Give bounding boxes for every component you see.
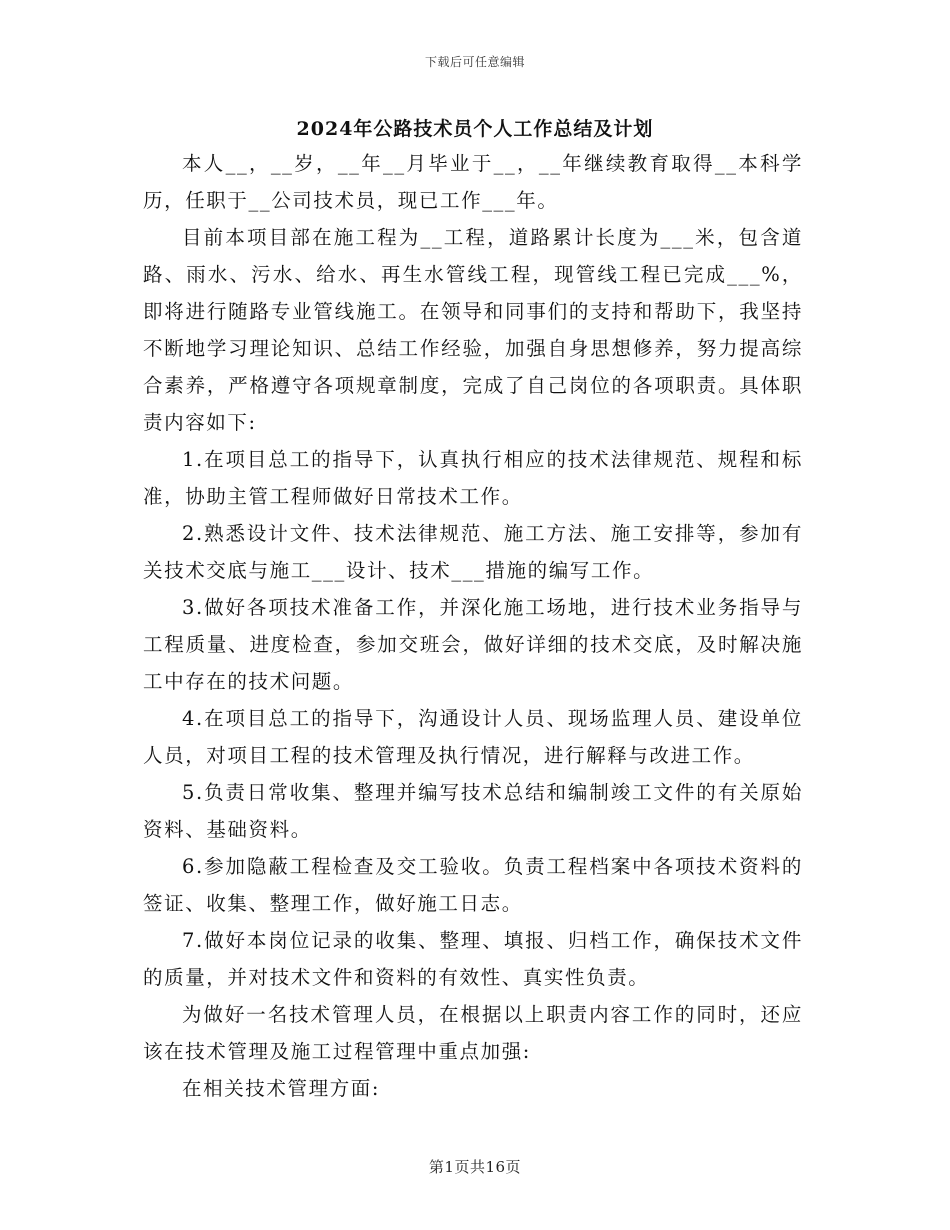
list-item: 6.参加隐蔽工程检查及交工验收。负责工程档案中各项技术资料的签证、收集、整理工作，做好施工日志。	[143, 855, 803, 915]
page-footer: 第1页共16页	[428, 1158, 522, 1176]
header-note: 下载后可任意编辑	[424, 55, 525, 69]
paragraph: 目前本项目部在施工程为__工程，道路累计长度为___米，包含道路、雨水、污水、给水、再生水管线工程，现管线工程已完成___%，即将进行随路专业管线施工。在领导和同事们的支持和帮助下，我坚持不断地学习理论知识、总结工作经验，加强自身思想修养，努力提高综合素养，严格遵守各项规章制度，完成了自己岗位的各项职责。具体职责内容如下:	[143, 226, 803, 434]
list-item: 5.负责日常收集、整理并编写技术总结和编制竣工文件的有关原始资料、基础资料。	[143, 781, 803, 841]
document-title: 2024年公路技术员个人工作总结及计划	[296, 118, 654, 140]
list-item: 3.做好各项技术准备工作，并深化施工场地，进行技术业务指导与工程质量、进度检查，参加交班会，做好详细的技术交底，及时解决施工中存在的技术问题。	[143, 596, 803, 693]
list-item: 4.在项目总工的指导下，沟通设计人员、现场监理人员、建设单位人员，对项目工程的技术管理及执行情况，进行解释与改进工作。	[143, 707, 803, 767]
document-body	[143, 145, 803, 1107]
list-item: 1.在项目总工的指导下，认真执行相应的技术法律规范、规程和标准，协助主管工程师做好日常技术工作。	[143, 448, 803, 508]
paragraph: 本人__，__岁，__年__月毕业于__，__年继续教育取得__本科学历，任职于__公司技术员，现已工作___年。	[143, 152, 803, 212]
list-item: 2.熟悉设计文件、技术法律规范、施工方法、施工安排等，参加有关技术交底与施工___设计、技术___措施的编写工作。	[143, 522, 803, 582]
list-item: 7.做好本岗位记录的收集、整理、填报、归档工作，确保技术文件的质量，并对技术文件和资料的有效性、真实性负责。	[143, 929, 803, 989]
paragraph: 为做好一名技术管理人员，在根据以上职责内容工作的同时，还应该在技术管理及施工过程管理中重点加强:	[143, 1003, 803, 1063]
section-heading: 在相关技术管理方面:	[182, 1077, 381, 1100]
